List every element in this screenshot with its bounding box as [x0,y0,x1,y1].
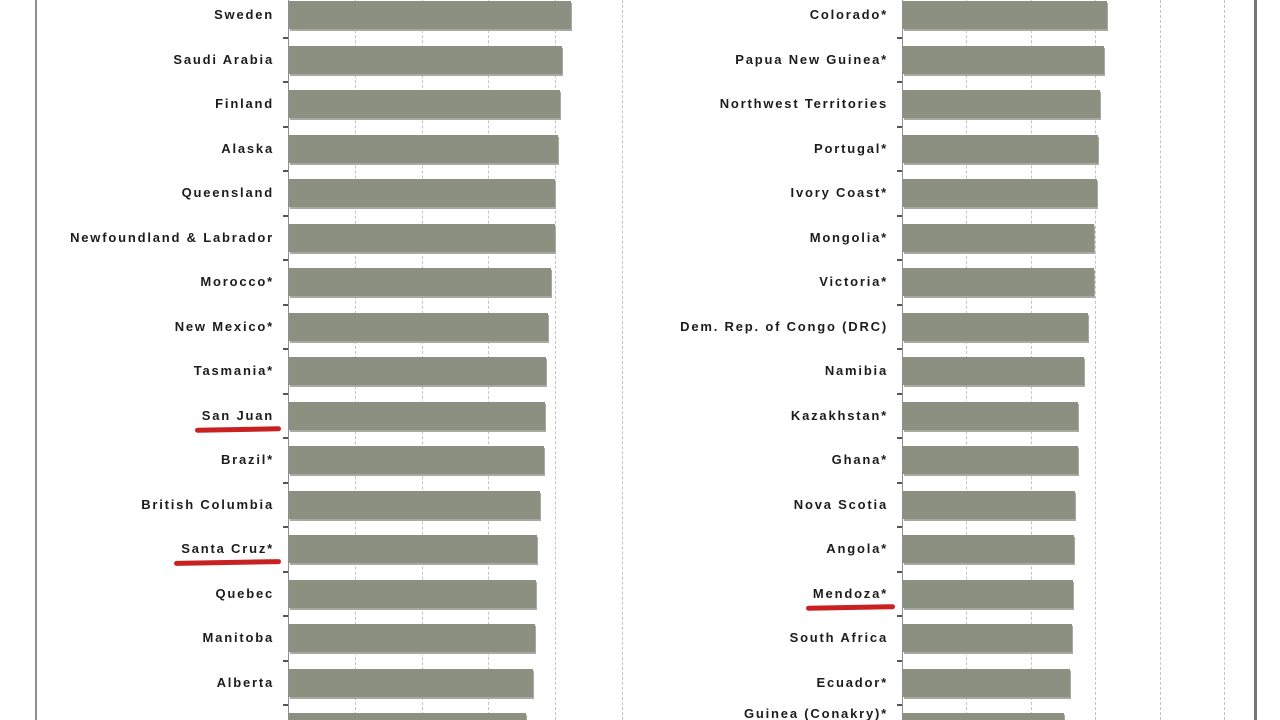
category-label: Victoria* [819,274,888,289]
category-label: Namibia [824,363,888,378]
axis-tick [897,704,902,706]
category-label: Saudi Arabia [173,51,274,67]
category-label-box [638,7,888,23]
category-label: Ghana* [831,452,888,467]
axis-tick [897,348,902,350]
axis-tick [897,660,902,662]
category-label: Queensland [181,185,274,200]
highlight-underline [806,604,895,611]
category-label: Quebec [215,585,274,601]
category-label-box [638,274,888,290]
bar [903,669,1070,697]
category-label: Finland [215,96,274,111]
category-label-box [638,408,888,424]
axis-tick [897,393,902,395]
axis-tick [897,81,902,83]
category-label-inner [814,141,888,157]
bar [903,135,1098,163]
category-label-box [638,586,888,610]
category-label-inner [813,586,888,610]
category-label-inner [735,52,888,68]
category-label: Newfoundland & Labrador [70,229,274,245]
category-label-inner [825,363,888,379]
category-label: Mendoza* [812,585,888,601]
category-label: San Juan [201,407,274,423]
gridline [1224,0,1225,720]
category-label: Dem. Rep. of Congo (DRC) [680,318,888,334]
category-label-inner [810,230,888,246]
bar [903,313,1088,341]
axis-tick [897,259,902,261]
category-label-inner [832,452,888,468]
category-label: Mongolia* [809,229,888,245]
category-label-box [638,319,888,335]
category-label: Nova Scotia [793,496,888,512]
category-label: Guinea (Conakry)* [743,706,888,720]
category-label-inner [826,541,888,557]
bar [903,90,1100,118]
category-label: Portugal* [814,140,888,156]
bar [903,268,1094,296]
category-label-box [638,230,888,246]
category-label: Alaska [221,140,274,156]
axis-tick [897,170,902,172]
axis-tick [897,615,902,617]
category-label-box [638,363,888,379]
category-label: Tasmania* [193,363,274,378]
axis-tick [897,482,902,484]
bar [903,580,1073,608]
category-label: Sweden [214,7,274,22]
category-label-box [638,675,888,691]
category-label-inner [791,185,888,201]
category-label-box [638,141,888,157]
axis-tick [897,437,902,439]
bar [903,46,1104,74]
category-label-box [638,96,888,112]
category-label: South Africa [789,630,888,645]
category-label-box [638,630,888,646]
axis-tick [897,37,902,39]
axis-tick [897,526,902,528]
bar [903,402,1078,430]
category-label: Alberta [216,674,274,690]
gridline [1160,0,1161,720]
category-label-box [638,452,888,468]
category-label: Northwest Territories [719,96,888,111]
axis-tick [897,126,902,128]
category-label-inner [794,497,888,513]
bar [903,535,1074,563]
category-label: Ecuador* [816,674,888,690]
category-label: Morocco* [200,274,274,289]
category-label-box [638,497,888,513]
category-label-inner [791,408,888,424]
category-label-box [638,52,888,68]
category-label: New Mexico* [174,318,274,334]
category-label: Angola* [826,541,888,556]
category-label: Papua New Guinea* [735,51,888,67]
category-label: British Columbia [141,496,274,512]
category-label-inner [680,319,888,335]
category-label-inner [810,7,888,23]
bar [903,179,1097,207]
category-label: Manitoba [202,630,274,645]
category-label-inner [790,630,888,646]
category-label-inner [744,706,888,720]
bar [903,446,1078,474]
bar [903,224,1094,252]
category-label: Colorado* [809,7,888,22]
bar [903,713,1064,720]
category-label: Kazakhstan* [790,407,888,423]
category-label-inner [817,675,888,691]
category-label: Ivory Coast* [790,185,888,200]
axis-tick [897,571,902,573]
axis-tick [897,304,902,306]
category-label-inner [720,96,888,112]
category-label-box [638,706,888,720]
axis-tick [897,215,902,217]
category-label-box [638,185,888,201]
category-label-box [638,541,888,557]
category-label: Santa Cruz* [181,541,274,556]
bar [903,624,1072,652]
category-label: Brazil* [220,452,274,467]
category-label-inner [819,274,888,290]
bar [903,491,1075,519]
bar [903,357,1084,385]
bar [903,1,1107,29]
